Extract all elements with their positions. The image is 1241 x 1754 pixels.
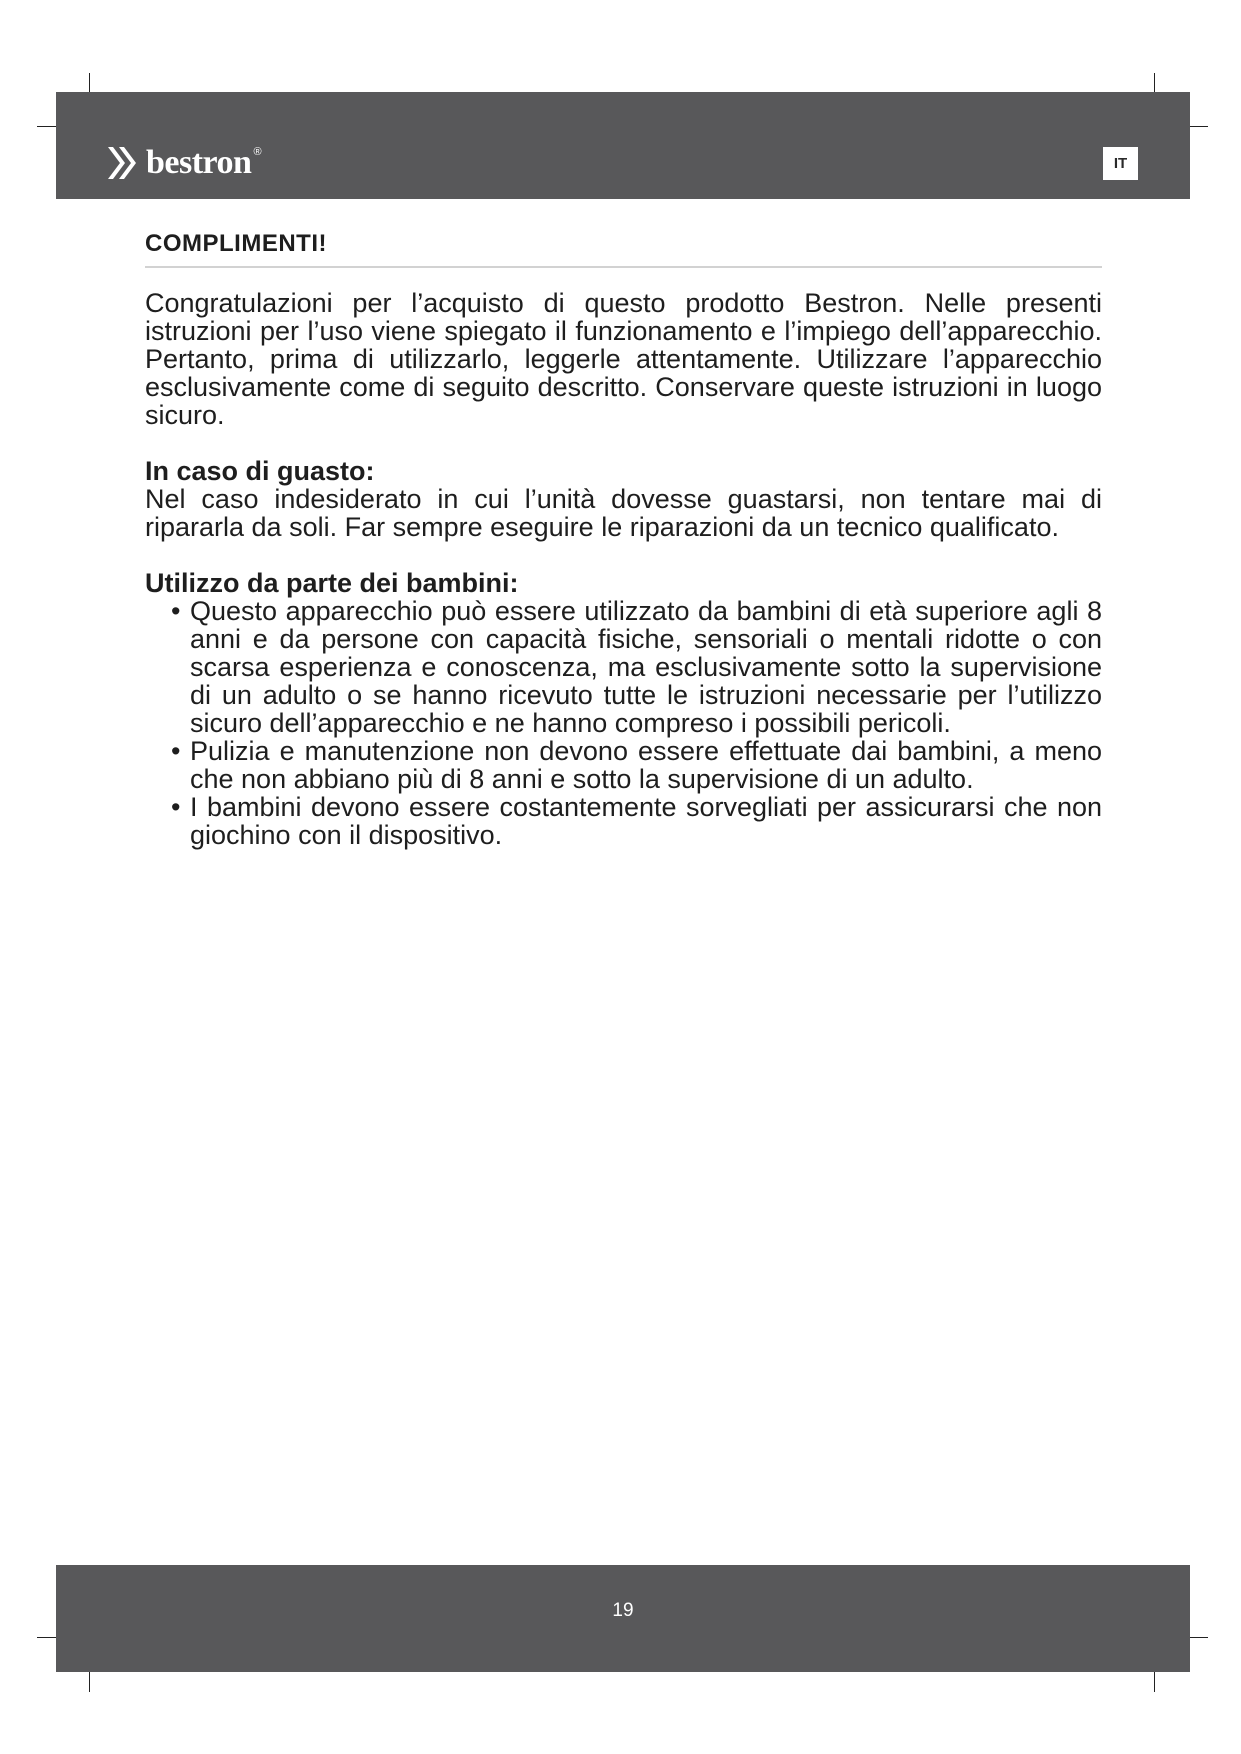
brand-name: bestron	[146, 144, 252, 181]
footer-bar	[56, 1565, 1190, 1672]
registered-mark: ®	[253, 146, 262, 158]
main-content	[145, 230, 1102, 849]
spacer	[145, 541, 1102, 569]
list-item	[145, 793, 1102, 849]
header-bar	[56, 92, 1190, 199]
list-item	[145, 737, 1102, 793]
bullet-icon: •	[171, 736, 181, 766]
section-heading-fault: In caso di guasto:	[145, 456, 375, 486]
language-badge: IT	[1103, 147, 1138, 180]
list-item-text: Pulizia e manutenzione non devono essere effettuate dai bambini, a meno che non abbiano più di 8 anni e sotto la supervisione di un adulto.	[190, 736, 1102, 794]
list-item-text: I bambini devono essere costantemente sorvegliati per assicurarsi che non giochino con il dispositivo.	[190, 792, 1102, 850]
list-item	[145, 597, 1102, 737]
children-bullet-list	[145, 597, 1102, 849]
bullet-icon: •	[171, 792, 181, 822]
page-title: COMPLIMENTI!	[145, 230, 1102, 268]
spacer	[145, 429, 1102, 457]
section-text-fault: Nel caso indesiderato in cui l’unità dovesse guastarsi, non tentare mai di ripararla da soli. Far sempre eseguire le riparazioni da un tecnico qualificato.	[145, 484, 1102, 542]
bullet-icon: •	[171, 596, 181, 626]
section-heading-children: Utilizzo da parte dei bambini:	[145, 568, 519, 598]
intro-paragraph: Congratulazioni per l’acquisto di questo prodotto Bestron. Nelle presenti istruzioni per l’uso viene spiegato il funzionamento e l’impiego dell’apparecchio. Pertanto, prima di utilizzarlo, leggerle attentamente. Utilizzare l’apparecchio esclusivamente come di seguito descritto. Conservare queste istruzioni in luogo sicuro.	[145, 288, 1102, 430]
double-chevron-icon	[106, 143, 140, 183]
brand-logo	[106, 142, 262, 184]
list-item-text: Questo apparecchio può essere utilizzato da bambini di età superiore agli 8 anni e da persone con capacità fisiche, sensoriali o mentali ridotte o con scarsa esperienza e conoscenza, ma esclusivamente sotto la supervisione di un adulto o se hanno ricevuto tutte le istruzioni necessarie per l’utilizzo sicuro dell’apparecchio e ne hanno compreso i possibili pericoli.	[190, 596, 1102, 738]
page-number: 19	[612, 1600, 634, 1621]
